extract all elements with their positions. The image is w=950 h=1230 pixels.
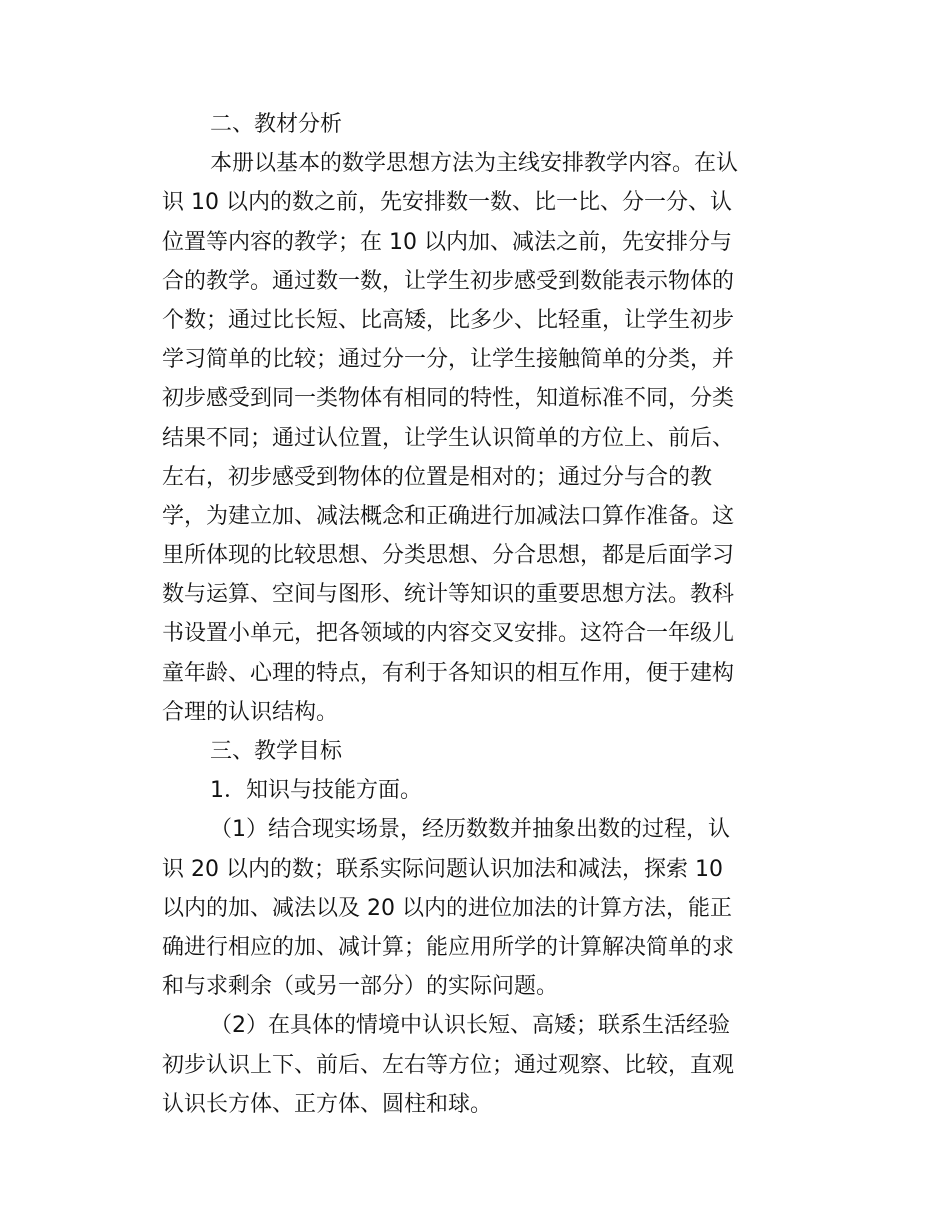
text-line: 位置等内容的教学；在 10 以内加、减法之前，先安排分与 xyxy=(162,229,732,255)
text-line: 里所体现的比较思想、分类思想、分合思想，都是后面学习 xyxy=(162,543,735,569)
text-line: （2）在具体的情境中认识长短、高矮；联系生活经验 xyxy=(210,1013,730,1039)
text-line: 三、教学目标 xyxy=(210,739,343,764)
text-line: （1）结合现实场景，经历数数并抽象出数的过程，认 xyxy=(210,817,730,843)
document-page xyxy=(162,105,787,1124)
text-line: 合的教学。通过数一数，让学生初步感受到数能表示物体的 xyxy=(162,268,735,294)
text-line: 初步认识上下、前后、左右等方位；通过观察、比较，直观 xyxy=(162,1052,735,1078)
text-line: 1．知识与技能方面。 xyxy=(210,778,422,804)
text-line: 结果不同；通过认位置，让学生认识简单的方位上、前后、 xyxy=(162,425,735,451)
text-line: 书设置小单元，把各领域的内容交叉安排。这符合一年级儿 xyxy=(162,621,735,647)
text-line: 认识长方体、正方体、圆柱和球。 xyxy=(162,1091,493,1117)
text-line: 本册以基本的数学思想方法为主线安排教学内容。在认 xyxy=(210,151,739,177)
text-line: 学习简单的比较；通过分一分，让学生接触简单的分类，并 xyxy=(162,347,735,373)
text-line: 以内的加、减法以及 20 以内的进位加法的计算方法，能正 xyxy=(162,895,732,921)
text-line: 和与求剩余（或另一部分）的实际问题。 xyxy=(162,974,559,1000)
text-line: 数与运算、空间与图形、统计等知识的重要思想方法。教科 xyxy=(162,582,735,608)
text-line: 二、教材分析 xyxy=(210,112,343,137)
text-line: 识 20 以内的数；联系实际问题认识加法和减法，探索 10 xyxy=(162,856,723,882)
text-line: 初步感受到同一类物体有相同的特性，知道标准不同，分类 xyxy=(162,386,735,412)
text-line: 左右，初步感受到物体的位置是相对的；通过分与合的教 xyxy=(162,464,713,490)
text-line: 确进行相应的加、减计算；能应用所学的计算解决简单的求 xyxy=(162,934,735,960)
text-line: 学，为建立加、减法概念和正确进行加减法口算作准备。这 xyxy=(162,503,735,529)
text-line: 个数；通过比长短、比高矮，比多少、比轻重，让学生初步 xyxy=(162,307,735,333)
text-line: 童年龄、心理的特点，有利于各知识的相互作用，便于建构 xyxy=(162,660,735,686)
text-line: 识 10 以内的数之前，先安排数一数、比一比、分一分、认 xyxy=(162,190,732,216)
text-line: 合理的认识结构。 xyxy=(162,699,339,725)
